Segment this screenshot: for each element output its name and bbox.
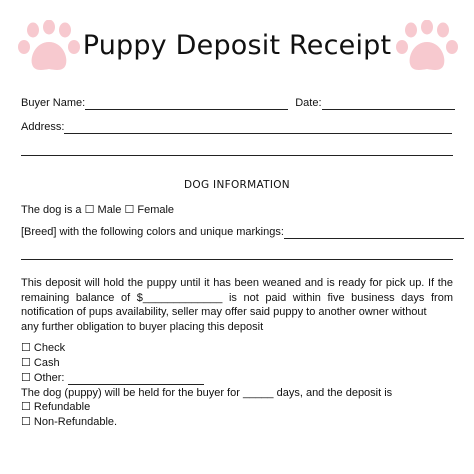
male-checkbox[interactable]: ☐ Male (84, 204, 122, 216)
deposit-line-1: This deposit will hold the puppy until it has been weaned and is ready for pick up. If the (21, 277, 453, 289)
address-label: Address: (21, 121, 65, 133)
breed-field-line-2[interactable] (21, 259, 453, 260)
date-field[interactable] (322, 98, 455, 110)
buyer-row (21, 97, 455, 110)
cash-checkbox[interactable]: ☐ Cash (21, 357, 60, 369)
other-row (21, 372, 204, 385)
breed-field[interactable] (284, 227, 464, 239)
deposit-line-2: remaining balance of $_____________ is not paid within five business days from (21, 291, 453, 304)
buyer-name-field[interactable] (85, 98, 288, 110)
deposit-line-3: notification of pups availability, seller may offer said puppy to another owner without (21, 306, 427, 318)
dog-information-heading: DOG INFORMATION (184, 179, 290, 191)
non-refundable-checkbox[interactable]: ☐ Non-Refundable. (21, 416, 118, 428)
deposit-terms-paragraph (21, 276, 453, 334)
female-checkbox[interactable]: ☐ Female (124, 204, 175, 216)
held-days-text: The dog (puppy) will be held for the buyer for _____ days, and the deposit is (21, 387, 393, 399)
other-field[interactable] (68, 373, 204, 385)
buyer-name-label: Buyer Name: (21, 97, 86, 109)
date-label: Date: (295, 97, 322, 109)
breed-label: [Breed] with the following colors and unique markings: (21, 226, 284, 238)
refundable-checkbox[interactable]: ☐ Refundable (21, 401, 91, 413)
deposit-line-4: any further obligation to buyer placing this deposit (21, 320, 264, 333)
page-title: Puppy Deposit Receipt (82, 30, 392, 61)
dog-is-a-label: The dog is a (21, 204, 82, 216)
check-checkbox[interactable]: ☐ Check (21, 342, 66, 354)
other-checkbox[interactable]: ☐ Other: (21, 372, 65, 384)
address-row (21, 121, 452, 134)
dog-sex-row (21, 204, 174, 217)
breed-row (21, 226, 464, 239)
address-field-line-2[interactable] (21, 155, 453, 156)
address-field[interactable] (64, 122, 452, 134)
